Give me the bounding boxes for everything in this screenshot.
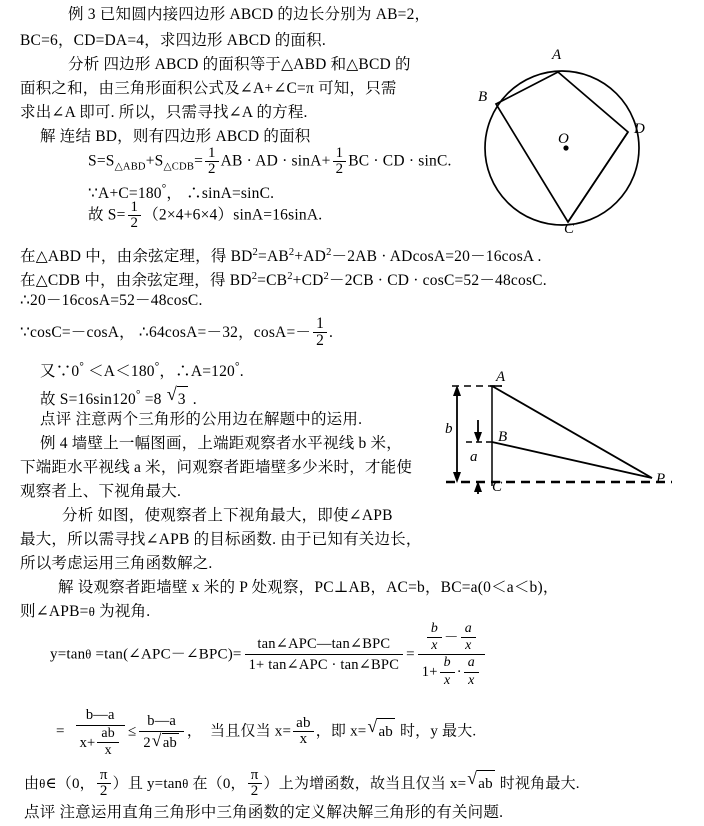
segment-bp (492, 442, 652, 478)
cos-line-head: ∵cosC=－cosA， ∴64cosA=－32，cosA=－ (20, 324, 312, 342)
cos-solution-line (20, 316, 333, 349)
radical-tick-2: √ (151, 731, 162, 751)
final-mid: =8 (140, 391, 166, 409)
triangle-label-C: C (492, 479, 503, 495)
triangle-label-A: A (496, 369, 506, 385)
law-cos2-sup2: 2 (287, 271, 293, 282)
one-plus: 1+ (421, 664, 438, 681)
compound-minus: － (443, 630, 459, 647)
formula1-mid: =tan(∠APC－∠BPC)= (91, 646, 242, 663)
half-denominator-2: 2 (335, 161, 344, 178)
half-fraction-1 (205, 146, 219, 177)
tangent-fraction-denominator: 1+ tan∠APC · tan∠BPC (248, 657, 400, 674)
theta-symbol-1: θ (88, 604, 96, 619)
analysis-line2-head: 面积之和，由三角形面积公式及∠A+∠C= (20, 80, 306, 97)
pi-over-2-2 (248, 768, 262, 800)
compound-denominator (418, 655, 485, 687)
right-fraction-denominator (139, 732, 184, 752)
formula1-eq: = (406, 646, 415, 663)
formula2-tail: 时，y 最大. (396, 723, 477, 740)
x-den-1: x (431, 638, 438, 654)
example4-comment: 点评 注意运用直角三角形中三角函数的定义解决解三角形的有关问题. (24, 804, 504, 821)
last-mid2: 在（0， (188, 775, 246, 792)
two-den-1: 2 (99, 783, 108, 800)
solution2-tail: 为视角. (95, 603, 151, 620)
triangle-label-a: a (470, 449, 478, 465)
compound-fraction (418, 622, 485, 688)
circumcircle (485, 71, 639, 225)
sqrt-ab-2 (367, 715, 395, 745)
b-over-x-2 (440, 656, 455, 687)
law-cos2-m2: +CD (292, 272, 324, 290)
example3-analysis-line2 (20, 76, 397, 102)
example3-comment: 点评 注意两个三角形的公用边在解题中的运用. (40, 411, 363, 428)
formula2-eq: = (56, 723, 65, 740)
theta-symbol-2: θ (85, 647, 92, 662)
formula2-text: 当且仅当 x= (210, 723, 292, 740)
a-over-x-1 (461, 622, 476, 653)
segment-ap (492, 386, 652, 478)
radical-tick-4: √ (467, 767, 478, 788)
radicand-ab-1: ab (162, 735, 177, 752)
a-num-2: a (464, 656, 479, 672)
area-formula-plus: +S (145, 152, 164, 170)
range-head: 又∵0 (40, 363, 80, 381)
left-fraction-denominator (76, 726, 125, 758)
last-head: 由 (24, 775, 40, 792)
example3-analysis-line3: 求出∠A 即可. 所以，只需寻找∠A 的方程. (20, 104, 308, 121)
degree-symbol-4: ° (235, 361, 240, 373)
half-numerator-3: 1 (128, 200, 142, 216)
final-tail: . (188, 391, 197, 409)
half-denominator-3: 2 (130, 215, 139, 232)
a-over-x-2 (464, 656, 479, 687)
range-tail: . (239, 363, 244, 381)
sqrt-ab-3 (467, 767, 495, 797)
example4-solution-line1: 解 设观察者距墙壁 x 米的 P 处观察，PC⊥AB，AC=b，BC=a(0＜a＜b)， (58, 579, 559, 596)
therefore-s-head: 故 S= (88, 206, 126, 224)
degree-symbol-1: ° (161, 183, 167, 195)
half-fraction-3 (128, 200, 142, 231)
b-over-x-1 (427, 622, 442, 653)
formula1-head: y=tan (50, 646, 86, 663)
law-cos2-sup3: 2 (323, 271, 329, 282)
degree-symbol-3: ° (154, 361, 160, 373)
pi-num-1: π (97, 768, 111, 784)
pi-over-2-1 (97, 768, 111, 800)
because-tail: ， ∴sinA=sinC. (166, 185, 275, 203)
half-numerator-2: 1 (333, 146, 347, 162)
radicand-ab-2: ab (377, 718, 395, 745)
x-den-5: x (104, 743, 112, 759)
tangent-formula-line (50, 622, 488, 688)
circle-label-A: A (552, 47, 562, 63)
area-sub-cdb: △CDB (163, 161, 195, 173)
triangle-label-P: P (656, 471, 666, 487)
cos-half-numerator: 1 (313, 316, 327, 333)
example4-line3: 观察者上、下视角最大. (20, 483, 182, 500)
circle-label-C: C (564, 221, 575, 237)
last-in: ∈（0， (45, 775, 95, 792)
example4-analysis-line1: 分析 如图，使观察者上下视角最大，即使∠APB (62, 507, 393, 524)
two-den-2: 2 (250, 783, 259, 800)
ab-over-x-2 (293, 716, 314, 748)
multiply-dot: · (456, 664, 462, 681)
solution2-head: 则∠APB= (20, 603, 89, 620)
monotonic-conclusion-line (24, 768, 580, 800)
law-cos1-sup2: 2 (288, 247, 295, 258)
cos-half-fraction (313, 316, 327, 349)
a-num-1: a (461, 622, 476, 638)
half-fraction-2 (333, 146, 347, 177)
area-formula-mid: AB · AD · sinA+ (220, 152, 331, 170)
last-tail: 时视角最大. (495, 775, 580, 792)
tangent-fraction-numerator: tan∠APC—tan∠BPC (245, 635, 403, 655)
example4-analysis-line2: 最大，所以需寻找∠APB 的目标函数. 由于已知有关边长， (20, 531, 422, 548)
example3-solution-label: 解 连结 BD，则有四边形 ABCD 的面积 (40, 128, 311, 145)
angle-range-line (40, 354, 244, 385)
last-mid3: ）上为增函数，故当且仅当 x= (263, 775, 467, 792)
pi-num-2: π (248, 768, 262, 784)
area-sub-abd: △ABD (114, 161, 146, 173)
example4-line2: 下端距水平视线 a 米，问观察者距墙壁多少米时，才能使 (20, 459, 413, 476)
ab-num-2: ab (293, 716, 314, 732)
two-prefix: 2 (143, 735, 151, 752)
x-den-3: x (443, 672, 451, 688)
law-cos1-sup3: 2 (326, 247, 332, 258)
right-fraction (139, 712, 184, 752)
b-num-1: b (427, 622, 442, 638)
compound-numerator (418, 622, 485, 655)
left-fraction-numerator: b—a (76, 706, 125, 726)
circle-diagram-svg (470, 40, 704, 240)
cos-line-tail: . (329, 324, 334, 342)
formula2-mid: ，即 x= (315, 723, 367, 740)
inscribed-quadrilateral-figure (470, 40, 704, 240)
pi-symbol: π (306, 80, 315, 97)
half-denominator-1: 2 (208, 161, 216, 178)
law-cos1-head: 在△ABD 中，由余弦定理，得 BD (20, 248, 253, 266)
x-plus: x+ (79, 735, 96, 752)
triangle-label-b: b (445, 421, 453, 437)
sqrt-ab-1 (152, 733, 179, 752)
viewing-angle-figure (440, 369, 704, 497)
x-den-6: x (299, 731, 308, 748)
law-cos2-m1: =CB (257, 272, 288, 290)
law-cos1-m2: +AD (294, 248, 327, 266)
therefore-s-tail: （2×4+6×4）sinA=16sinA. (143, 206, 323, 224)
example4-analysis-line3: 所以考虑运用三角函数解之. (20, 555, 213, 572)
example4-line1: 例 4 墙壁上一幅图画，上端距观察者水平视线 b 米， (40, 435, 402, 452)
segment-dc (568, 132, 628, 222)
ab-num: ab (97, 727, 119, 743)
example3-line2: BC=6，CD=DA=4，求四边形 ABCD 的面积. (20, 32, 326, 49)
x-den-2: x (465, 638, 472, 654)
range-mid: ＜A＜180 (84, 363, 155, 381)
b-num-2: b (440, 656, 455, 672)
range-mid2: ，∴A=120 (159, 363, 236, 381)
law-cos2-sup1: 2 (251, 271, 258, 282)
degree-symbol-2: ° (79, 361, 85, 373)
law-cos1-sup1: 2 (252, 247, 258, 258)
last-mid1: ）且 y=tan (112, 775, 183, 792)
half-numerator-1: 1 (205, 146, 219, 162)
law-cos1-tail: －2AB · ADcosA=20－16cosA . (331, 248, 542, 266)
example3-analysis-line1: 分析 四边形 ABCD 的面积等于△ABD 和△BCD 的 (68, 56, 411, 73)
right-fraction-numerator: b—a (139, 712, 184, 732)
example3-line1: 例 3 已知圆内接四边形 ABCD 的边长分别为 AB=2， (68, 6, 431, 23)
ab-over-x (97, 727, 119, 758)
quadrilateral-abcd (496, 72, 628, 222)
triangle-label-B: B (498, 429, 508, 445)
law-cos2-head: 在△CDB 中，由余弦定理，得 BD (20, 272, 252, 290)
tangent-difference-fraction (245, 635, 403, 674)
equate-line: ∴20－16cosA=52－48cosC. (20, 292, 203, 309)
less-equal-sign: ≤ (127, 723, 137, 740)
left-fraction (76, 706, 125, 759)
formula2-comma: ， (186, 723, 203, 740)
analysis-line2-tail: 可知，只需 (314, 80, 397, 97)
area-formula-tail: BC · CD · sinC. (348, 152, 452, 170)
amgm-formula-line (56, 706, 476, 759)
radicand-ab-3: ab (477, 770, 495, 797)
area-formula-head: S=S (88, 152, 115, 170)
cos-half-denominator: 2 (316, 331, 325, 349)
because-head: ∵A+C=180 (88, 185, 162, 203)
radical-tick-1: √ (166, 384, 177, 405)
example3-therefore-s (88, 200, 322, 231)
circle-label-B: B (478, 89, 488, 105)
theta-symbol-4: θ (182, 776, 189, 791)
theta-symbol-3: θ (39, 776, 46, 791)
radical-tick-3: √ (367, 715, 378, 736)
degree-symbol-5: ° (135, 389, 141, 401)
circle-label-D: D (634, 121, 645, 137)
law-cos2-tail: －2CB · CD · cosC=52－48cosC. (329, 272, 547, 290)
radicand-3: 3 (177, 386, 188, 413)
law-cos1-m1: =AB (258, 248, 289, 266)
circle-label-O: O (558, 131, 569, 147)
final-head: 故 S=16sin120 (40, 391, 136, 409)
x-den-4: x (468, 672, 475, 688)
area-formula-eq: = (194, 152, 204, 170)
